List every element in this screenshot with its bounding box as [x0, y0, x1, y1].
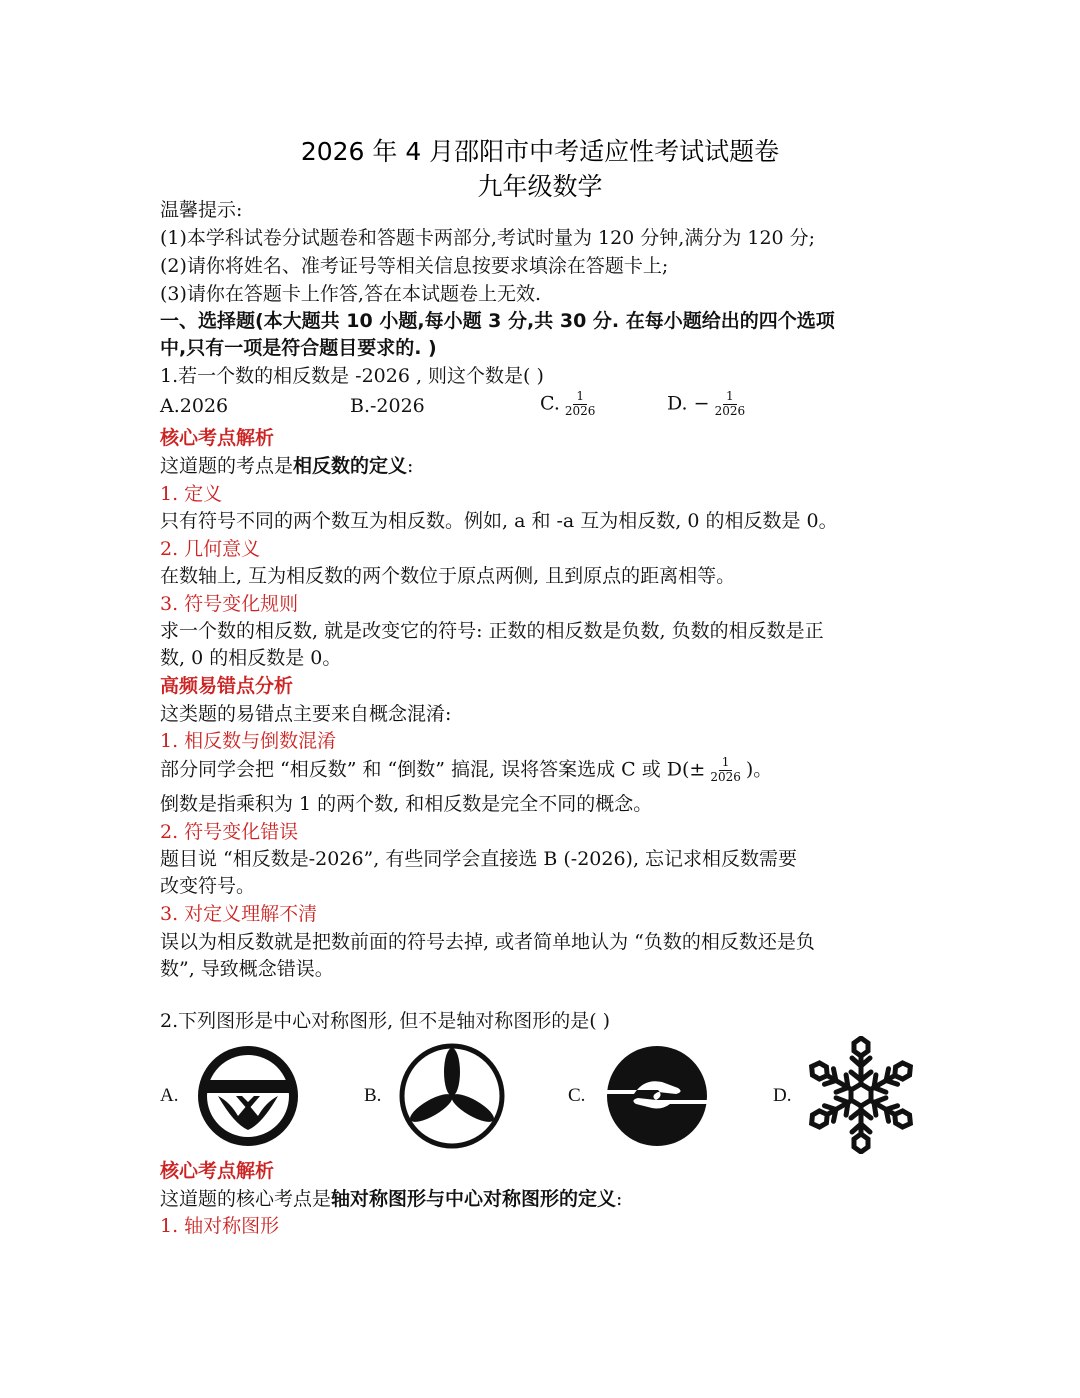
section-heading-line1: 一、选择题(本大题共 10 小题,每小题 3 分,共 30 分. 在每小题给出的四个选项 [160, 310, 835, 332]
exam-subtitle: 九年级数学 [477, 172, 603, 201]
point-1-text: 只有符号不同的两个数互为相反数。例如, a 和 -a 互为相反数, 0 的相反数是 0。 [160, 510, 838, 532]
notice-item-1: (1)本学科试卷分试题卷和答题卡两部分,考试时量为 120 分钟,满分为 120 分; [160, 227, 816, 249]
error-analysis-heading: 高频易错点分析 [160, 675, 294, 697]
error-1-text-main: 部分同学会把 “相反数” 和 “倒数” 搞混, 误将答案选成 C 或 D(± [160, 758, 706, 781]
fraction-numerator: 1 [573, 390, 587, 405]
figure-a-emblem-icon [196, 1044, 300, 1148]
figure-b-propeller-icon [398, 1042, 506, 1150]
point-3-text-1: 求一个数的相反数, 就是改变它的符号: 正数的相反数是负数, 负数的相反数是正 [160, 620, 824, 642]
fraction-denominator: 2026 [714, 403, 746, 418]
q1-option-c-fraction [562, 390, 599, 419]
point-2-text: 在数轴上, 互为相反数的两个数位于原点两侧, 且到原点的距离相等。 [160, 565, 736, 587]
error-analysis-intro: 这类题的易错点主要来自概念混淆: [160, 703, 452, 725]
q2-label-a: A. [160, 1085, 179, 1106]
error-2-title: 2. 符号变化错误 [160, 821, 299, 843]
intro-colon: : [616, 1188, 623, 1210]
intro-keyword: 相反数的定义 [293, 455, 408, 477]
intro-colon: : [407, 455, 414, 477]
point-axis-symmetry-title: 1. 轴对称图形 [160, 1215, 280, 1237]
figure-d-snowflake-icon [806, 1036, 916, 1154]
section-heading-line2: 中,只有一项是符合题目要求的. ) [160, 337, 437, 359]
q2-label-b: B. [364, 1085, 382, 1106]
q1-stem: 1.若一个数的相反数是 -2026 , 则这个数是( ) [160, 365, 544, 387]
error-3-title: 3. 对定义理解不清 [160, 903, 318, 925]
figure-c-handshake-icon [604, 1044, 710, 1148]
fraction-denominator: 2026 [710, 769, 741, 784]
q2-stem: 2.下列图形是中心对称图形, 但不是轴对称图形的是( ) [160, 1010, 611, 1032]
q1-option-c [540, 390, 600, 419]
error-1-text-1 [160, 756, 772, 785]
notice-item-2: (2)请你将姓名、准考证号等相关信息按要求填涂在答题卡上; [160, 255, 669, 277]
core-analysis-heading-2: 核心考点解析 [160, 1160, 275, 1182]
fraction-numerator: 1 [719, 756, 733, 771]
intro-text: 这道题的核心考点是 [160, 1188, 332, 1210]
point-3-title: 3. 符号变化规则 [160, 593, 299, 615]
q1-option-a: A.2026 [160, 395, 229, 417]
q1-option-b: B.-2026 [350, 395, 425, 417]
q1-option-d-fraction [712, 390, 749, 419]
q1-option-d-prefix: D. − [667, 392, 710, 415]
notice-heading: 温馨提示: [160, 199, 243, 221]
error-2-text-1: 题目说 “相反数是-2026”, 有些同学会直接选 B (-2026), 忘记求相反数需要 [160, 848, 798, 870]
exam-title: 2026 年 4 月邵阳市中考适应性考试试题卷 [300, 137, 780, 166]
point-2-title: 2. 几何意义 [160, 538, 261, 560]
intro-keyword: 轴对称图形与中心对称图形的定义 [331, 1188, 617, 1210]
q2-label-d: D. [773, 1085, 792, 1106]
point-1-title: 1. 定义 [160, 483, 223, 505]
core-analysis-intro [160, 457, 413, 476]
error-1-title: 1. 相反数与倒数混淆 [160, 730, 337, 752]
fraction-denominator: 2026 [564, 403, 596, 418]
error-1-fraction [707, 756, 744, 785]
fraction-numerator: 1 [723, 390, 737, 405]
error-2-text-2: 改变符号。 [160, 875, 256, 897]
error-3-text-2: 数”, 导致概念错误。 [160, 958, 334, 980]
q1-option-c-prefix: C. [540, 392, 560, 415]
error-1-text-end: )。 [745, 758, 773, 781]
q1-option-d [667, 390, 750, 419]
notice-item-3: (3)请你在答题卡上作答,答在本试题卷上无效. [160, 283, 541, 305]
point-3-text-2: 数, 0 的相反数是 0。 [160, 647, 342, 669]
error-1-text-2: 倒数是指乘积为 1 的两个数, 和相反数是完全不同的概念。 [160, 793, 653, 815]
intro-text: 这道题的考点是 [160, 455, 294, 477]
core-analysis-heading: 核心考点解析 [160, 427, 275, 449]
error-3-text-1: 误以为相反数就是把数前面的符号去掉, 或者简单地认为 “负数的相反数还是负 [160, 931, 815, 953]
q2-label-c: C. [568, 1085, 586, 1106]
core-analysis-intro-2 [160, 1190, 622, 1209]
